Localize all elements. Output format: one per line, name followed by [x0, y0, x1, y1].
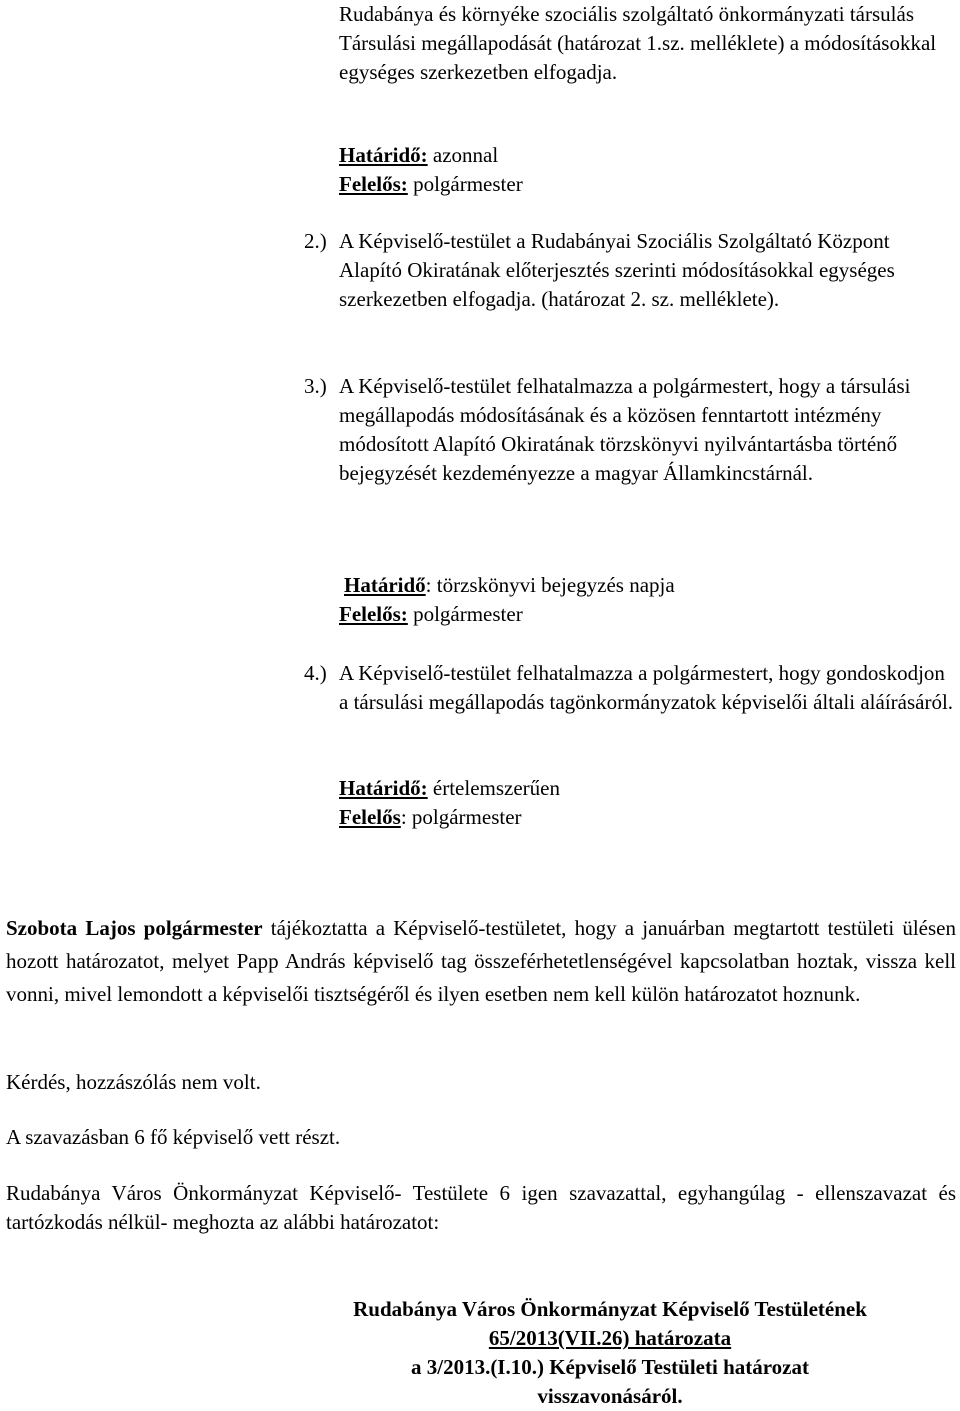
mayor-report: [6, 912, 956, 1011]
resolution-number-wrap: [280, 1324, 940, 1353]
resolution-number: 65/2013(VII.26) határozata: [488, 1326, 732, 1350]
deadline-3: [344, 571, 952, 600]
resolution-item-2: [304, 227, 954, 314]
deadline-value: azonnal: [427, 143, 499, 167]
responsible-label: Felelős: [339, 805, 401, 829]
responsible-label: Felelős:: [339, 602, 408, 626]
vote-result: Rudabánya Város Önkormányzat Képviselő- Testülete 6 igen szavazattal, egyhangúlag - ellenszavazat és tartózkodás nélkül- meghozta az alábbi határozatot:: [6, 1181, 956, 1234]
deadline-value: értelemszerűen: [427, 776, 560, 800]
deadline-value: : törzskönyvi bejegyzés napja: [425, 573, 675, 597]
intro-item-text: Rudabánya és környéke szociális szolgáltató önkormányzati társulás Társulási megállapodását (határozat 1.sz. melléklete) a módosításokkal egységes szerkezetben elfogadja.: [339, 2, 937, 84]
item-text: A Képviselő-testület felhatalmazza a polgármestert, hogy gondoskodjon a társulási megállapodás tagönkormányzatok képviselői általi aláírásáról.: [339, 661, 954, 714]
deadline-label: Határidő: [344, 573, 426, 597]
resolution-title: [280, 1295, 940, 1411]
item-number: 2.): [304, 229, 327, 253]
questions-note: Kérdés, hozzászólás nem volt.: [6, 1070, 261, 1094]
responsible-value: : polgármester: [400, 805, 522, 829]
resolution-title-line3: a 3/2013.(I.10.) Képviselő Testületi határozat: [410, 1355, 809, 1379]
item-text: A Képviselő-testület a Rudabányai Szociális Szolgáltató Központ Alapító Okiratának előterjesztés szerinti módosításokkal egységes szerkezetben elfogadja. (határozat 2. sz. melléklete).: [339, 229, 895, 311]
deadline-label: Határidő:: [339, 776, 428, 800]
responsible-1: [339, 170, 947, 199]
resolution-item-4: [304, 659, 954, 717]
report-text: tájékoztatta a Képviselő-testületet, hogy a januárban megtartott testületi ülésen hozott határozatot, melyet Papp András képviselő tag összeférhetetlenségével kapcsolatban hoztak, vissza kell vonni, mivel lemondott a képviselői tisztségéről és ilyen esetben nem kell külön határozatot hoznunk.: [6, 916, 956, 1006]
responsible-4: [339, 803, 947, 832]
item-text: A Képviselő-testület felhatalmazza a polgármestert, hogy a társulási megállapodás módosításának és a közösen fenntartott intézmény módosított Alapító Okiratának törzskönyvi nyilvántartásba történő bejegyzését kezdeményezze a magyar Államkincstárnál.: [339, 374, 911, 485]
deadline-label: Határidő:: [339, 143, 428, 167]
item-number: 4.): [304, 661, 327, 685]
item-number: 3.): [304, 374, 327, 398]
deadline-4: [339, 774, 947, 803]
responsible-value: polgármester: [407, 172, 523, 196]
responsible-value: polgármester: [407, 602, 523, 626]
resolution-item-3: [304, 372, 954, 488]
deadline-1: [339, 141, 947, 170]
responsible-3: [339, 600, 947, 629]
resolution-title-line4: visszavonásáról.: [537, 1384, 683, 1408]
responsible-label: Felelős:: [339, 172, 408, 196]
resolution-title-line1: Rudabánya Város Önkormányzat Képviselő Testületének: [353, 1297, 867, 1321]
voting-participants: A szavazásban 6 fő képviselő vett részt.: [6, 1125, 341, 1149]
report-speaker: Szobota Lajos polgármester: [6, 916, 263, 940]
